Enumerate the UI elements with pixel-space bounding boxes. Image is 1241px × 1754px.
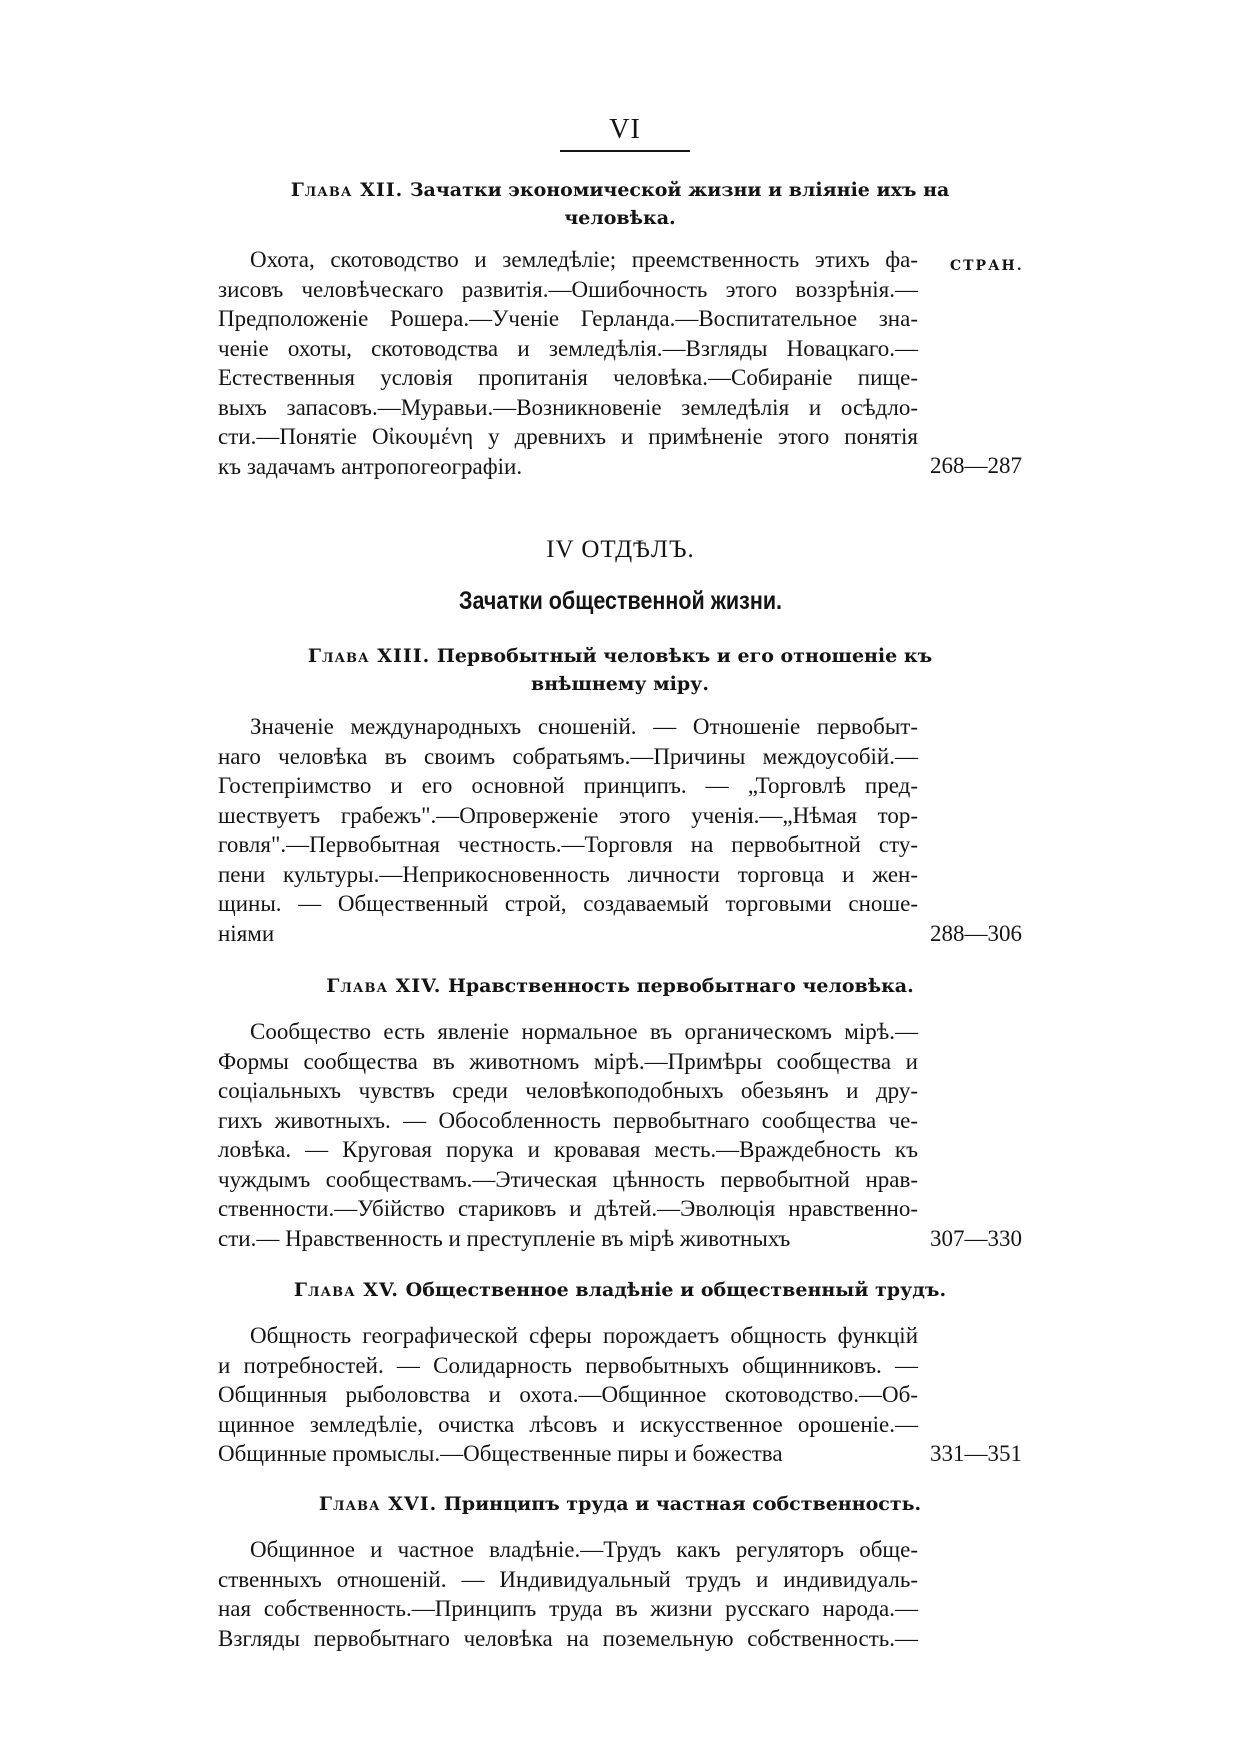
summary-line: шествуетъ грабежъ".—Опроверженіе этого ученія.—„Нѣмая тор- bbox=[218, 802, 918, 828]
chapter-15-summary bbox=[218, 1321, 918, 1469]
summary-line: Гостепріимство и его основной принципъ. — „Торговлѣ пред- bbox=[218, 773, 918, 798]
summary-line: Естественныя условія пропитанія человѣка.—Собираніе пище- bbox=[218, 365, 918, 390]
chapter-16-title bbox=[170, 1490, 1070, 1518]
chapter-16-summary bbox=[218, 1535, 918, 1653]
summary-line: Сообщество есть явленіе нормальное въ органическомъ мірѣ.— bbox=[250, 1019, 918, 1044]
section-4-subtitle: Зачатки общественной жизни. bbox=[458, 587, 783, 615]
chapter-12-title bbox=[170, 176, 1070, 232]
summary-line: зисовъ человѣческаго развитія.—Ошибочность этого воззрѣнія.— bbox=[218, 276, 918, 302]
chapter-13-pages: 288—306 bbox=[930, 921, 1022, 946]
summary-line: и потребностей. — Солидарность первобытныхъ общинниковъ. — bbox=[218, 1352, 918, 1378]
summary-line: къ задачамъ антропогеографіи. bbox=[218, 453, 523, 479]
summary-line: Взгляды первобытнаго человѣка на поземельную собственность.— bbox=[218, 1625, 918, 1651]
summary-line: щины. — Общественный строй, создаваемый торговыми сноше- bbox=[218, 891, 918, 916]
chapter-15-title bbox=[170, 1276, 1070, 1304]
summary-line: ченіе охоты, скотоводства и земледѣлія.—Взгляды Новацкаго.— bbox=[218, 335, 918, 361]
chapter-13-label: Глава XIII. bbox=[307, 645, 431, 667]
chapter-16-title-text: Принципъ труда и частная собственность. bbox=[443, 1493, 922, 1515]
chapter-16-title-line1 bbox=[170, 1490, 1070, 1518]
summary-line: ловѣка. — Круговая порука и кровавая месть.—Враждебность къ bbox=[218, 1137, 918, 1162]
summary-line: пени культуры.—Неприкосновенность личности торговца и жен- bbox=[218, 861, 918, 887]
chapter-15-title-line1 bbox=[170, 1276, 1070, 1304]
summary-line: ніями bbox=[218, 920, 275, 946]
chapter-12-summary bbox=[218, 245, 918, 481]
summary-line: Охота, скотоводство и земледѣліе; преемственность этихъ фа- bbox=[250, 247, 918, 272]
summary-line: выхъ запасовъ.—Муравьи.—Возникновеніе земледѣлія и осѣдло- bbox=[218, 394, 918, 420]
chapter-12-label: Глава XII. bbox=[290, 179, 404, 201]
summary-line: Предположеніе Рошера.—Ученіе Герланда.—Воспитательное зна- bbox=[218, 306, 918, 331]
chapter-12-title-line2: человѣка. bbox=[564, 207, 676, 229]
summary-line: чуждымъ сообществамъ.—Этическая цѣнность первобытной нрав- bbox=[218, 1166, 918, 1192]
chapter-12-title-text: Зачатки экономической жизни и вліяніе ихъ на bbox=[409, 179, 950, 201]
summary-line: ная собственность.—Принципъ труда въ жизни русскаго народа.— bbox=[218, 1596, 918, 1621]
summary-line: гихъ животныхъ. — Обособленность первобытнаго сообщества че- bbox=[218, 1107, 918, 1133]
chapter-13-title-line1 bbox=[170, 642, 1070, 670]
chapter-15-label: Глава XV. bbox=[293, 1279, 400, 1301]
chapter-14-label: Глава XIV. bbox=[326, 975, 442, 997]
summary-line: ственныхъ отношеній. — Индивидуальный трудъ и индивидуаль- bbox=[218, 1566, 918, 1592]
summary-line: Формы сообщества въ животномъ мірѣ.—Примѣры сообщества и bbox=[218, 1048, 918, 1074]
column-header-pages: СТРАН. bbox=[950, 258, 1024, 274]
summary-line: Значеніе международныхъ сношеній. — Отношеніе первобыт- bbox=[250, 714, 918, 739]
chapter-13-title bbox=[170, 642, 1070, 698]
summary-line: щинное земледѣліе, очистка лѣсовъ и искусственное орошеніе.— bbox=[218, 1411, 918, 1437]
chapter-12-pages: 268—287 bbox=[930, 453, 1022, 478]
chapter-13-title-text: Первобытный человѣкъ и его отношеніе къ bbox=[436, 645, 933, 667]
chapter-14-title-line1 bbox=[170, 972, 1070, 1000]
chapter-13-summary bbox=[218, 712, 918, 948]
summary-line: сти.— Нравственность и преступленіе въ мірѣ животныхъ bbox=[218, 1225, 791, 1251]
chapter-14-title-text: Нравственность первобытнаго человѣка. bbox=[447, 975, 914, 997]
chapter-13-title-line2: внѣшнему міру. bbox=[531, 673, 709, 695]
chapter-12-title-line1 bbox=[170, 176, 1070, 204]
summary-line: Общинные промыслы.—Общественные пиры и божества bbox=[218, 1441, 783, 1466]
summary-line: наго человѣка въ своимъ собратьямъ.—Причины междоусобій.— bbox=[218, 743, 918, 769]
page-number-rule bbox=[560, 150, 690, 152]
chapter-15-title-text: Общественное владѣніе и общественный трудъ. bbox=[405, 1279, 947, 1301]
summary-line: сти.—Понятіе Οἰκουμένη у древнихъ и примѣненіе этого понятія bbox=[218, 424, 918, 449]
chapter-14-summary bbox=[218, 1017, 918, 1253]
chapter-15-pages: 331—351 bbox=[930, 1441, 1022, 1466]
section-4-heading: IV ОТДѢЛЪ. bbox=[546, 536, 695, 563]
summary-line: Общинное и частное владѣніе.—Трудъ какъ регуляторъ обще- bbox=[250, 1537, 918, 1562]
chapter-14-title bbox=[170, 972, 1070, 1000]
summary-line: говля".—Первобытная честность.—Торговля на первобытной сту- bbox=[218, 832, 918, 857]
chapter-16-label: Глава XVI. bbox=[318, 1493, 438, 1515]
summary-line: Общинныя рыболовства и охота.—Общинное скотоводство.—Об- bbox=[218, 1382, 918, 1407]
summary-line: ственности.—Убійство стариковъ и дѣтей.—Эволюція нравственно- bbox=[218, 1196, 918, 1221]
chapter-14-pages: 307—330 bbox=[930, 1226, 1022, 1251]
summary-line: соціальныхъ чувствъ среди человѣкоподобныхъ обезьянъ и дру- bbox=[218, 1078, 918, 1103]
summary-line: Общность географической сферы порождаетъ общность функцій bbox=[250, 1323, 918, 1348]
page-number: VI bbox=[609, 114, 641, 145]
